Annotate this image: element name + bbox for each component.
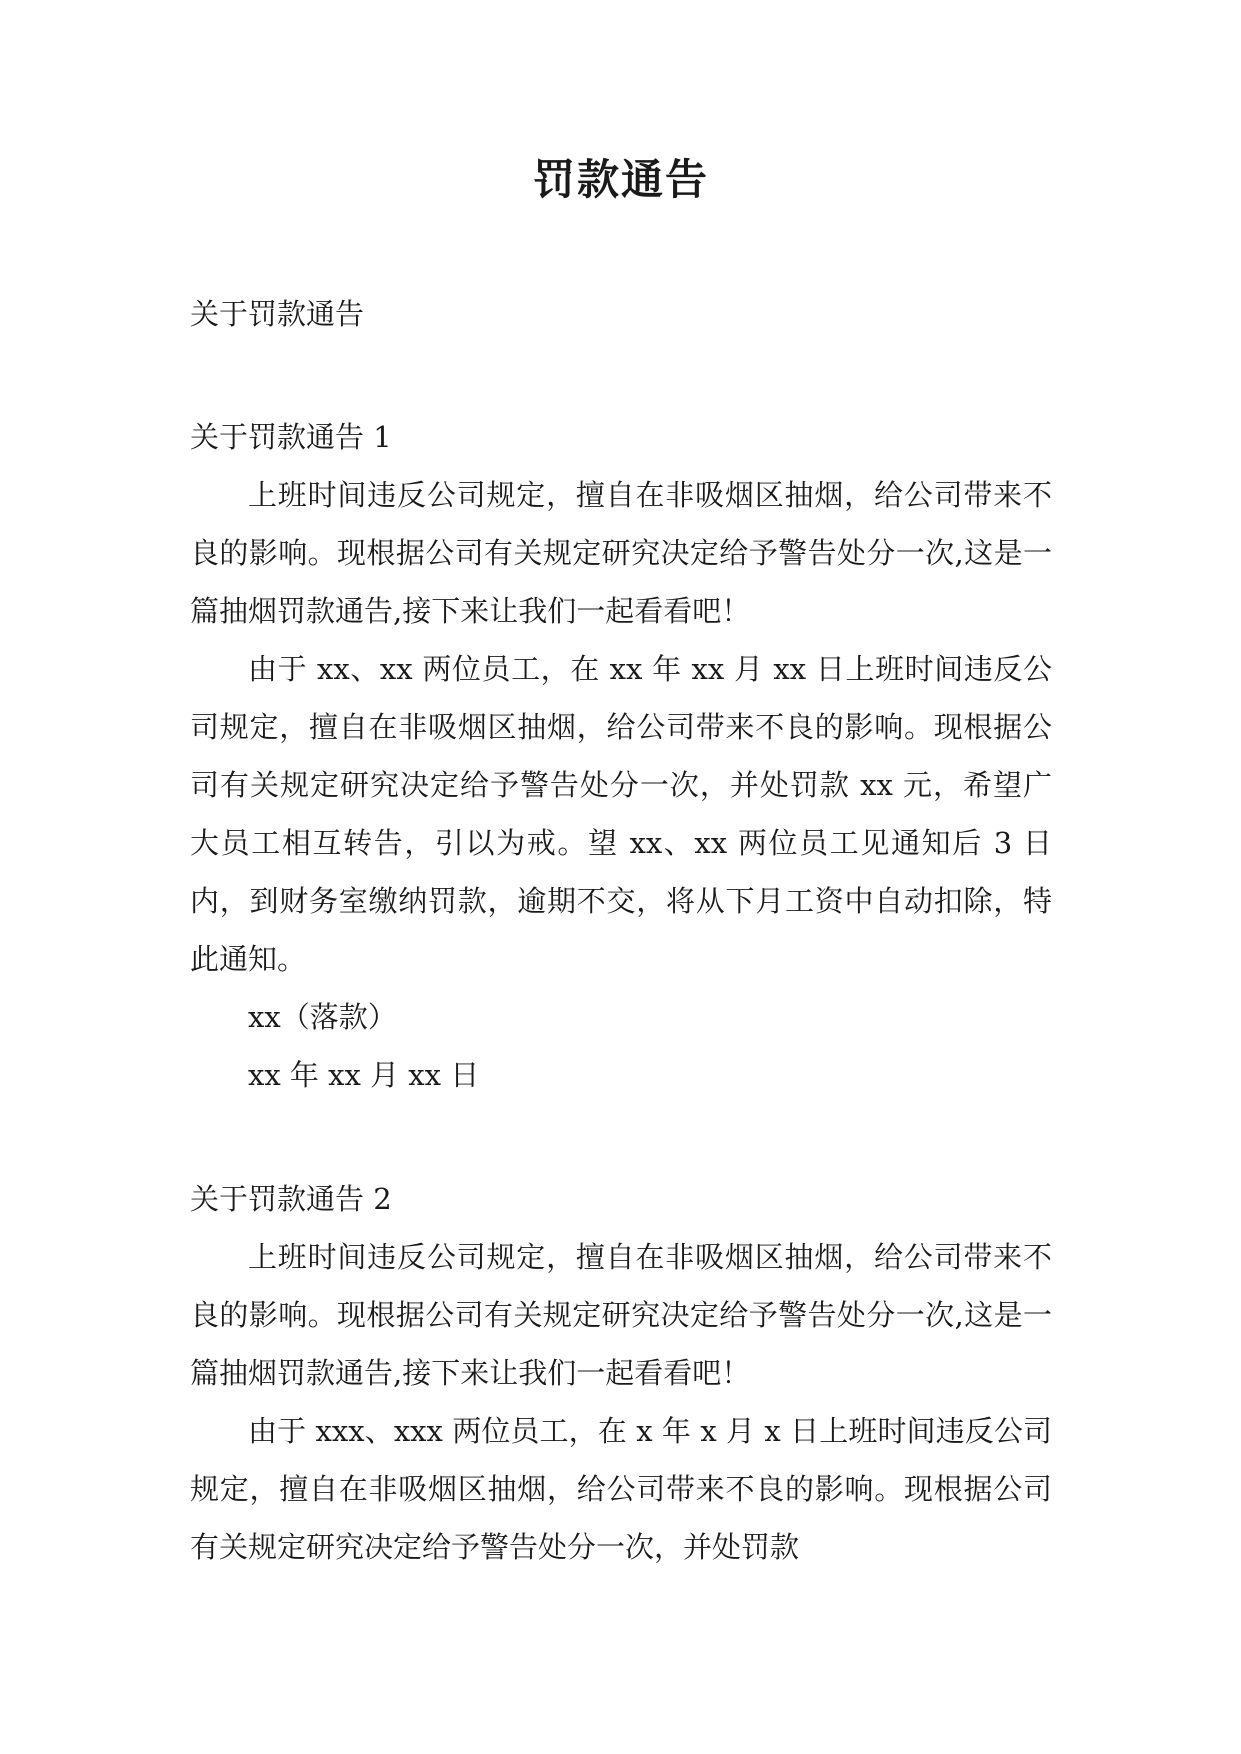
section-paragraph-intro: 上班时间违反公司规定，擅自在非吸烟区抽烟，给公司带来不良的影响。现根据公司有关规定研究决定给予警告处分一次,这是一篇抽烟罚款通告,接下来让我们一起看看吧！ (190, 478, 1052, 628)
section-paragraph-intro: 上班时间违反公司规定，擅自在非吸烟区抽烟，给公司带来不良的影响。现根据公司有关规定研究决定给予警告处分一次,这是一篇抽烟罚款通告,接下来让我们一起看看吧！ (190, 1240, 1052, 1390)
section-paragraph-body: 由于 xxx、xxx 两位员工，在 x 年 x 月 x 日上班时间违反公司规定，擅自在非吸烟区抽烟，给公司带来不良的影响。现根据公司有关规定研究决定给予警告处分一次，并处罚款 (190, 1414, 1052, 1564)
section-heading: 关于罚款通告 2 (190, 1182, 392, 1216)
signature-line: xx（落款） (248, 1000, 397, 1034)
notice-section-2 (190, 1170, 1052, 1576)
document-subtitle: 关于罚款通告 (190, 297, 365, 331)
document-title: 罚款通告 (532, 155, 709, 204)
date-line: xx 年 xx 月 xx 日 (248, 1058, 480, 1092)
notice-section-1 (190, 408, 1052, 1104)
section-heading: 关于罚款通告 1 (190, 420, 392, 454)
section-paragraph-body: 由于 xx、xx 两位员工，在 xx 年 xx 月 xx 日上班时间违反公司规定，擅自在非吸烟区抽烟，给公司带来不良的影响。现根据公司有关规定研究决定给予警告处分一次，并处罚款 xx 元，希望广大员工相互转告，引以为戒。望 xx、xx 两位员工见通知后 3 日内，到财务室缴纳罚款，逾期不交，将从下月工资中自动扣除，特此通知。 (190, 652, 1052, 976)
